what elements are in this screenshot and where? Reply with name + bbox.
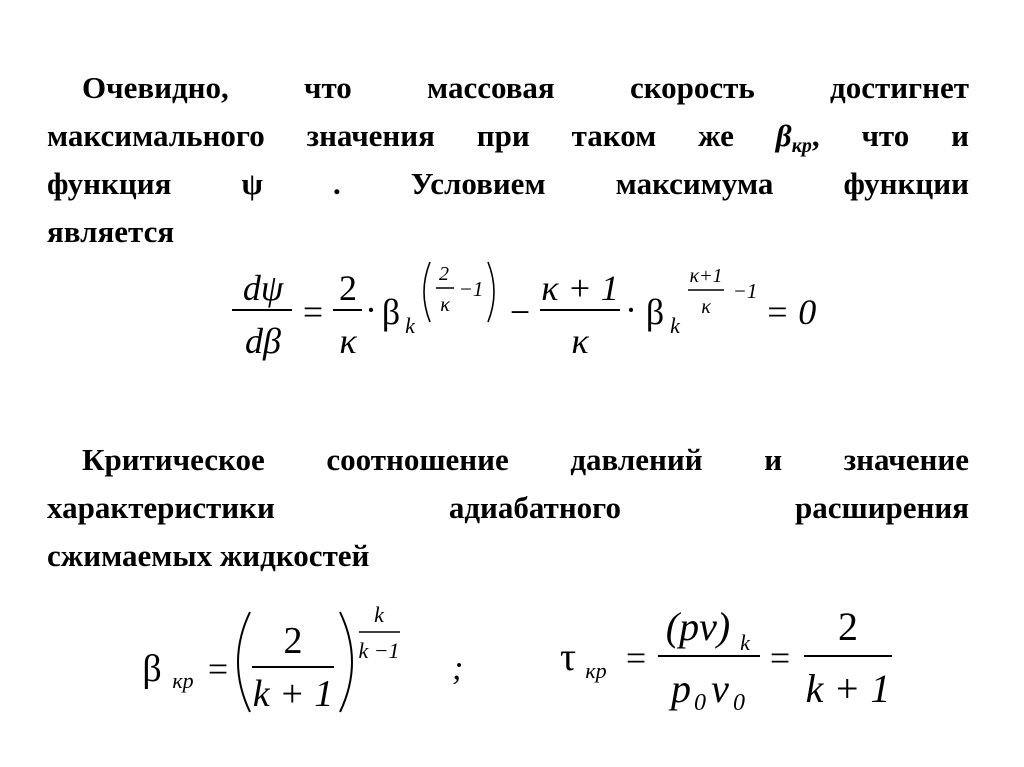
eq1-beta1-sub: k — [405, 313, 415, 338]
eq2-left-paren — [238, 612, 250, 712]
eq2-frac-numerator: 2 — [283, 620, 303, 662]
paragraph-critical-ratio — [47, 436, 969, 580]
eq1-frac1-denominator: κ — [339, 321, 357, 361]
eq3-frac-numerator: (pv) — [665, 604, 731, 649]
beta-critical-symbol: β — [775, 118, 792, 153]
eq2-beta: β — [142, 648, 162, 690]
paragraph1-line3: функция ψ . Условием максимума функции — [47, 166, 969, 201]
paragraph2-line3: сжимаемых жидкостей — [47, 538, 370, 573]
eq2-equals: = — [207, 649, 229, 689]
eq1-exp1-denominator: κ — [440, 294, 450, 316]
eq1-exp2-numerator: κ+1 — [689, 265, 723, 287]
paragraph1-line2-text: максимального значения при таком же — [47, 118, 776, 153]
eq1-beta1: β — [381, 292, 401, 332]
paragraph1-line4: является — [47, 214, 175, 249]
paragraph2-line1: Критическое соотношение давлений и значение — [82, 442, 969, 477]
equation-separator: ; — [452, 650, 464, 687]
eq2-right-paren — [340, 612, 352, 712]
equation-beta-critical — [0, 598, 480, 728]
paragraph1-line2-tail: , что и — [811, 118, 969, 153]
equation-derivative-condition — [0, 258, 1024, 368]
eq1-dot2: · — [625, 290, 637, 330]
eq1-exp1-left-paren — [424, 262, 430, 322]
eq2-exp-denominator: k −1 — [358, 638, 400, 663]
paragraph1-line1: Очевидно, что массовая скорость достигнет — [82, 70, 969, 105]
eq1-beta2-sub: k — [670, 313, 680, 338]
eq1-lhs-denominator: dβ — [245, 321, 281, 361]
eq1-frac2-denominator: κ — [571, 321, 589, 361]
eq1-exp1-right-paren — [488, 262, 494, 322]
eq1-exp2-minus-one: −1 — [732, 279, 758, 303]
eq1-rhs: = 0 — [765, 292, 817, 332]
eq3-frac2-numerator: 2 — [838, 604, 858, 649]
eq1-frac2-numerator: κ + 1 — [541, 268, 619, 308]
eq1-equals: = — [302, 292, 324, 332]
eq1-lhs-numerator: dψ — [242, 268, 284, 308]
eq3-frac-den-sub2: 0 — [733, 690, 745, 716]
eq1-frac1-numerator: 2 — [339, 268, 357, 308]
eq1-exp1-minus-one: −1 — [458, 277, 484, 301]
beta-critical-subscript: кр — [791, 135, 812, 157]
paragraph1-line2 — [47, 112, 969, 160]
eq3-frac-den-p: p — [671, 666, 691, 711]
eq1-dot1: · — [365, 290, 377, 330]
equation-tau-critical — [520, 590, 980, 730]
eq2-beta-sub: кр — [172, 668, 194, 693]
eq3-tau: τ — [559, 634, 577, 679]
eq1-minus: − — [509, 292, 531, 332]
eq2-frac-denominator: k + 1 — [252, 673, 334, 715]
eq3-frac-numerator-sub: k — [740, 630, 750, 655]
eq3-tau-sub: кр — [585, 658, 607, 683]
eq1-exp2-denominator: κ — [701, 296, 711, 318]
eq1-beta2: β — [645, 292, 665, 332]
eq3-frac-den-sub1: 0 — [694, 690, 706, 716]
eq1-exp1-numerator: 2 — [439, 263, 449, 285]
eq3-frac-den-v: v — [711, 666, 729, 711]
eq3-frac2-denominator: k + 1 — [805, 666, 891, 711]
eq2-exp-numerator: k — [374, 602, 384, 627]
paragraph-max-condition — [47, 64, 969, 256]
eq3-equals2: = — [769, 638, 791, 678]
eq3-equals: = — [625, 638, 647, 678]
paragraph2-line2: характеристики адиабатного расширения — [47, 490, 969, 525]
